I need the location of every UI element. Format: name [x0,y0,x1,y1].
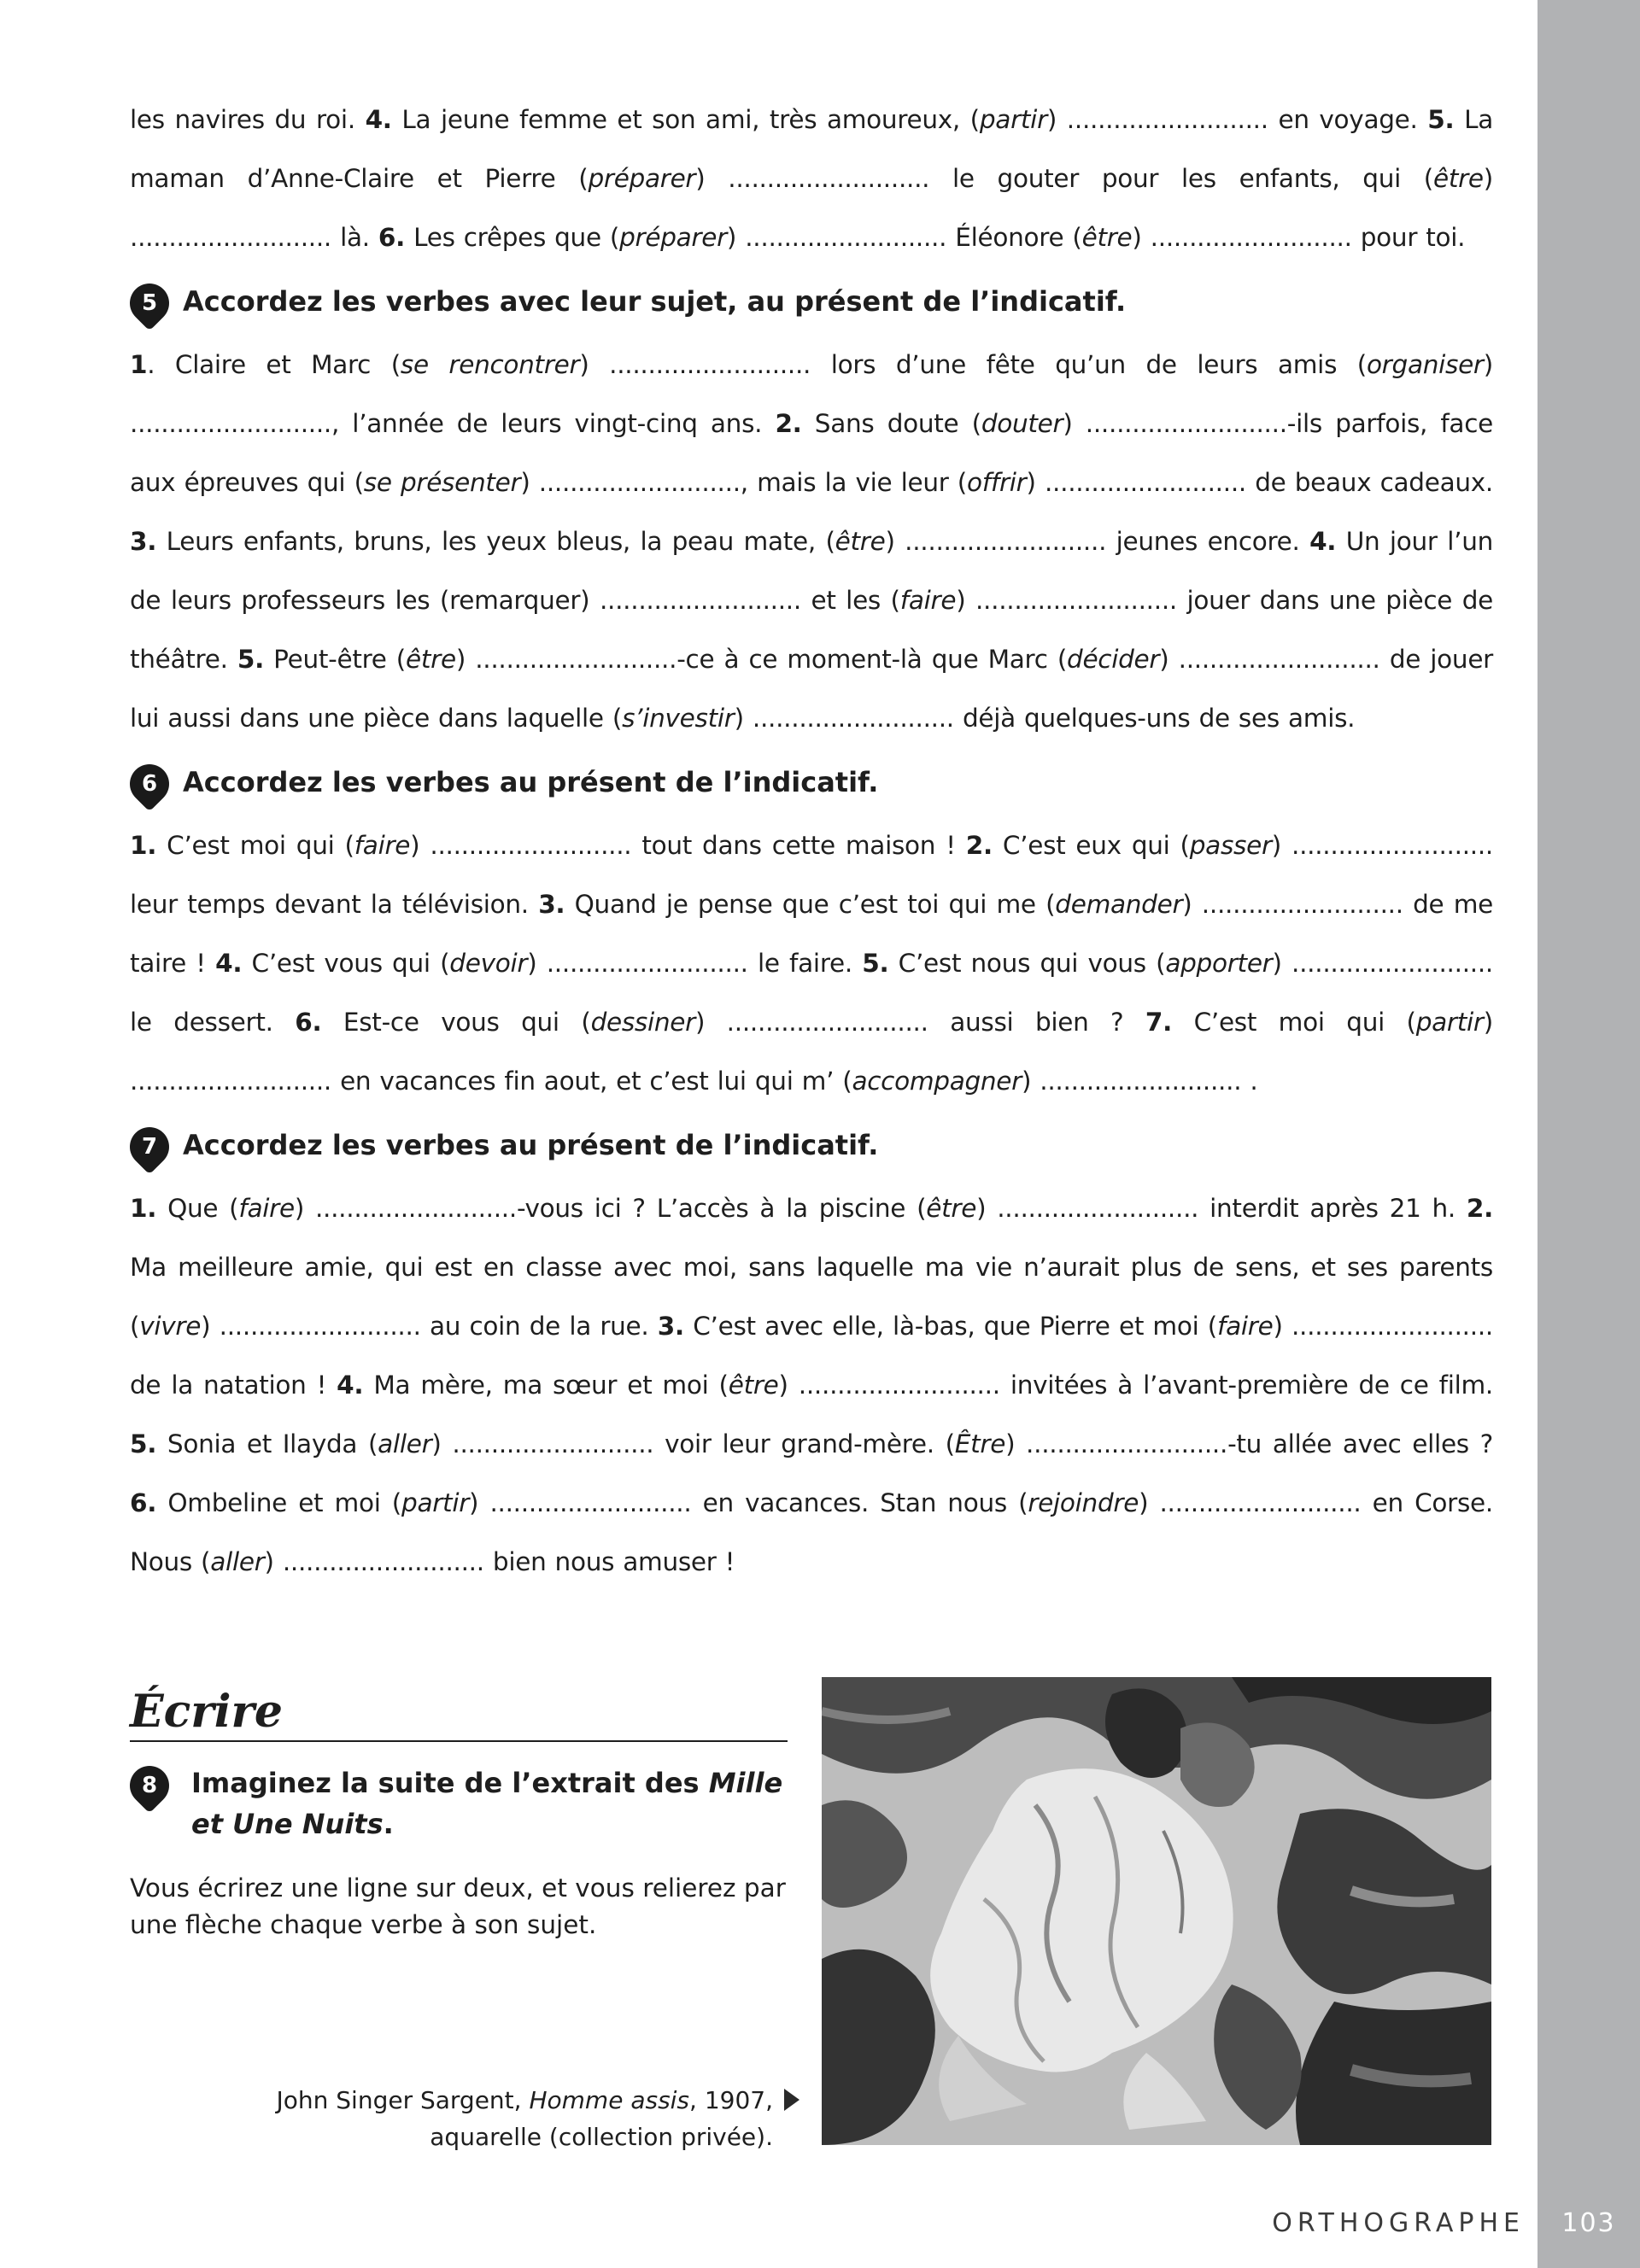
page-number: 103 [1561,2208,1616,2238]
caption-line-2: aquarelle (collection privée). [430,2123,773,2151]
painting-image [822,1677,1491,2145]
exercise-8-heading [130,1762,788,1844]
caption-line-1: John Singer Sargent, Homme assis, 1907, [276,2086,773,2114]
page-side-band [1538,0,1640,2268]
exercise-number-badge-icon: 8 [121,1757,177,1813]
exercise-number-badge-icon: 5 [121,275,177,330]
exercise-6-text: 1. C’est moi qui (faire) .......................... tout dans cette maison ! 2. C’est eux qui (passer) .......................... leur temps devant la télévision. 3. Quand je pense que c’est toi qui me (demander) .......................... de me taire ! 4. C’est vous qui (devoir) .......................... le faire. 5. C’est nous qui vous (apporter) .......................... le dessert. 6. Est-ce vous qui (dessiner) .......................... aussi bien ? 7. C’est moi qui (partir) .......................... en vacances fin aout, et c’est lui qui m’ (accompagner) .......................... . [130,831,1494,1096]
exercise-4-end: les navires du roi. 4. La jeune femme et son ami, très amoureux, (partir) .......................... en voyage. 5. La maman d’Anne-Claire et Pierre (préparer) .......................... le gouter pour les enfants, qui (être) .......................... là. 6. Les crêpes que (préparer) .......................... Éléonore (être) .......................... pour toi. [130,105,1493,252]
exercise-number-badge-icon: 6 [121,756,177,811]
section-label: ORTHOGRAPHE [1272,2208,1525,2238]
exercise-5-heading: 5 Accordez les verbes avec leur sujet, au présent de l’indicatif. [130,267,1493,336]
section-title-ecrire: Écrire [130,1684,788,1742]
exercise-8-instruction: Imaginez la suite de l’extrait des Mille et Une Nuits. [191,1767,783,1840]
painting-caption [256,2082,773,2155]
exercise-content [130,91,1493,1592]
exercise-number-badge-icon: 7 [121,1119,177,1174]
exercise-6-heading: 6 Accordez les verbes au présent de l’indicatif. [130,748,1493,816]
exercise-8-body: Vous écrirez une ligne sur deux, et vous relierez par une flèche chaque verbe à son sujet. [130,1873,786,1939]
caption-arrow-icon [784,2089,800,2111]
exercise-7-text: 1. Que (faire) ..........................-vous ici ? L’accès à la piscine (être) .......................... interdit après 21 h. 2. Ma meilleure amie, qui est en classe avec moi, sans laquelle ma vie n’aurait plus de sens, et ses parents (vivre) .......................... au coin de la rue. 3. C’est avec elle, là-bas, que Pierre et moi (faire) .......................... de la natation ! 4. Ma mère, ma sœur et moi (être) .......................... invitées à l’avant-première de ce film. 5. Sonia et Ilayda (aller) .......................... voir leur grand-mère. (Être) ..........................-tu allée avec elles ? 6. Ombeline et moi (partir) .......................... en vacances. Stan nous (rejoindre) .......................... en Corse. Nous (aller) .......................... bien nous amuser ! [130,1194,1494,1576]
exercise-7-heading: 7 Accordez les verbes au présent de l’indicatif. [130,1111,1493,1179]
exercise-5-text: 1. Claire et Marc (se rencontrer) .......................... lors d’une fête qu’un de leurs amis (organiser) .........................., l’année de leurs vingt-cinq ans. 2. Sans doute (douter) ..........................-ils parfois, face aux épreuves qui (se présenter) .........................., mais la vie leur (offrir) .......................... de beaux cadeaux. 3. Leurs enfants, bruns, les yeux bleus, la peau mate, (être) .......................... jeunes encore. 4. Un jour l’un de leurs professeurs les (remarquer) .......................... et les (faire) .......................... jouer dans une pièce de théâtre. 5. Peut-être (être) ..........................-ce à ce moment-là que Marc (décider) .......................... de jouer lui aussi dans une pièce dans laquelle (s’investir) .......................... déjà quelques-uns de ses amis. [130,350,1493,733]
